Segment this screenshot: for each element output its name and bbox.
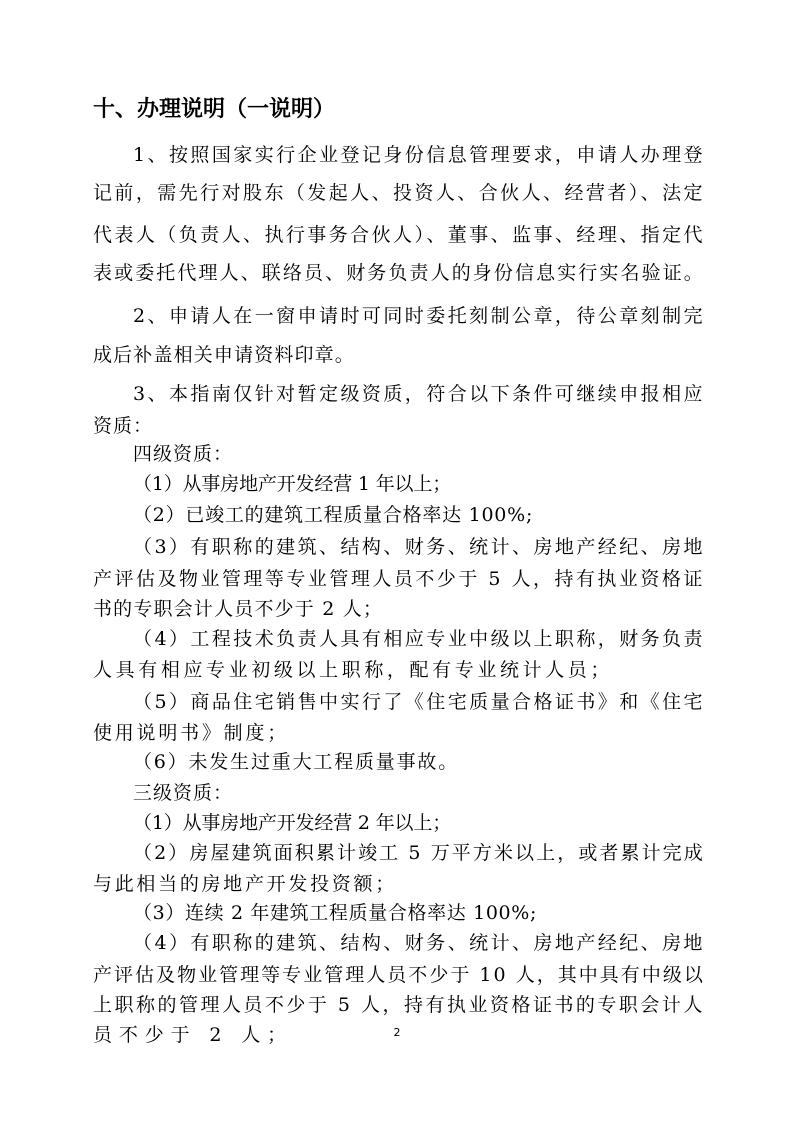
page-number: 2 bbox=[393, 1026, 401, 1039]
paragraph-line: 上职称的管理人员不少于 5 人，持有执业资格证书的专职会计人 bbox=[93, 994, 705, 1016]
paragraph-line: 产评估及物业管理等专业管理人员不少于 10 人，其中具有中级以 bbox=[93, 964, 705, 986]
paragraph-line: （3）连续 2 年建筑工程质量合格率达 100%; bbox=[133, 902, 538, 924]
paragraph-line: （1）从事房地产开发经营 1 年以上； bbox=[133, 473, 452, 495]
paragraph-line: 代表人（负责人、执行事务合伙人）、董事、监事、经理、指定代 bbox=[93, 224, 705, 246]
paragraph-line: （2）已竣工的建筑工程质量合格率达 100%; bbox=[133, 504, 534, 526]
paragraph-line: 人具有相应专业初级以上职称，配有专业统计人员； bbox=[93, 659, 614, 681]
paragraph-line: 书的专职会计人员不少于 2 人； bbox=[93, 598, 384, 620]
paragraph-line: （2）房屋建筑面积累计竣工 5 万平方米以上，或者累计完成 bbox=[133, 842, 705, 864]
paragraph-line: 表或委托代理人、联络员、财务负责人的身份信息实行实名验证。 bbox=[93, 262, 705, 284]
paragraph-line: （6）未发生过重大工程质量事故。 bbox=[133, 751, 460, 773]
paragraph-line: 成后补盖相关申请资料印章。 bbox=[93, 344, 355, 366]
paragraph-line: 2、申请人在一窗申请时可同时委托刻制公章，待公章刻制完 bbox=[133, 305, 705, 327]
paragraph-line: （5）商品住宅销售中实行了《住宅质量合格证书》和《住宅 bbox=[133, 691, 705, 713]
section-heading: 十、办理说明（一说明） bbox=[93, 97, 336, 122]
paragraph-line: 使用说明书》制度； bbox=[93, 722, 290, 744]
paragraph-line: （3）有职称的建筑、结构、财务、统计、房地产经纪、房地 bbox=[133, 536, 705, 558]
paragraph-line: 员不少于 2 人； bbox=[93, 1024, 293, 1046]
paragraph-line: 1、按照国家实行企业登记身份信息管理要求，申请人办理登 bbox=[133, 144, 705, 166]
paragraph-line: 四级资质： bbox=[133, 443, 234, 465]
paragraph-line: （1）从事房地产开发经营 2 年以上； bbox=[133, 812, 452, 834]
paragraph-line: （4）工程技术负责人具有相应专业中级以上职称，财务负责 bbox=[133, 628, 705, 650]
paragraph-line: （4）有职称的建筑、结构、财务、统计、房地产经纪、房地 bbox=[133, 932, 705, 954]
paragraph-line: 与此相当的房地产开发投资额； bbox=[93, 873, 397, 895]
paragraph-line: 三级资质： bbox=[133, 782, 234, 804]
paragraph-line: 3、本指南仅针对暂定级资质，符合以下条件可继续申报相应 bbox=[133, 383, 705, 405]
paragraph-line: 资质： bbox=[93, 415, 153, 437]
paragraph-line: 记前，需先行对股东（发起人、投资人、合伙人、经营者）、法定 bbox=[93, 182, 705, 204]
paragraph-line: 产评估及物业管理等专业管理人员不少于 5 人，持有执业资格证 bbox=[93, 568, 705, 590]
